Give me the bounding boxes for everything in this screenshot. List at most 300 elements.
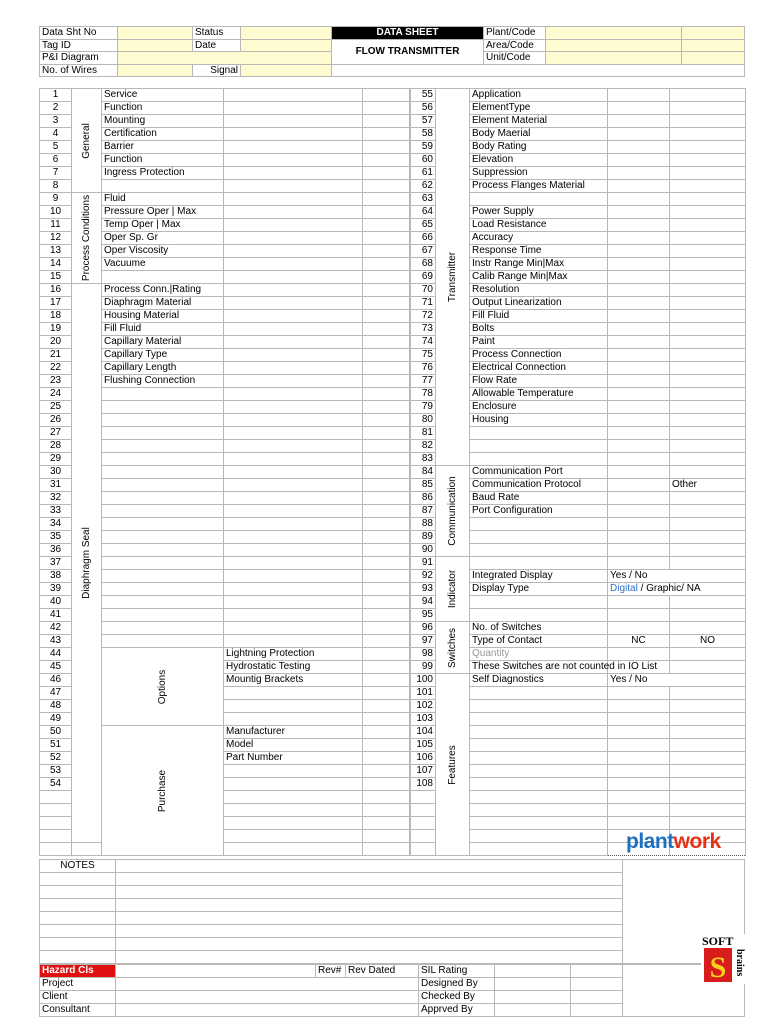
- right-row-number: 96: [411, 622, 436, 635]
- right-row-value[interactable]: [608, 310, 670, 323]
- right-group-label: [436, 466, 470, 557]
- left-row-value[interactable]: [363, 687, 410, 700]
- right-row-value[interactable]: [608, 648, 670, 661]
- left-row-value[interactable]: [363, 752, 410, 765]
- right-row-value[interactable]: [608, 180, 670, 193]
- left-row-unit[interactable]: [363, 401, 410, 414]
- right-row-value-2[interactable]: [670, 271, 746, 284]
- right-row-value-2[interactable]: [670, 349, 746, 362]
- right-row-value-2[interactable]: [670, 102, 746, 115]
- left-row-label: [224, 778, 363, 791]
- left-row-value[interactable]: [363, 713, 410, 726]
- left-row-value[interactable]: [363, 791, 410, 804]
- right-row-value[interactable]: [608, 323, 670, 336]
- right-row-value[interactable]: [608, 206, 670, 219]
- left-row-unit[interactable]: [363, 505, 410, 518]
- right-row-value-2[interactable]: [670, 765, 746, 778]
- plantwork-logo: [626, 830, 721, 854]
- right-row-value-2[interactable]: [670, 700, 746, 713]
- left-row-label: Capillary Type: [102, 349, 224, 362]
- left-row-unit[interactable]: [363, 609, 410, 622]
- display-type-value[interactable]: [608, 583, 746, 596]
- right-row-value[interactable]: [608, 271, 670, 284]
- right-row-value-2[interactable]: [670, 141, 746, 154]
- left-row-value[interactable]: [224, 622, 363, 635]
- left-row-unit[interactable]: [363, 544, 410, 557]
- left-row-label: Temp Oper | Max: [102, 219, 224, 232]
- right-row-value-2[interactable]: [670, 115, 746, 128]
- left-row-value[interactable]: [363, 726, 410, 739]
- right-row-value[interactable]: [608, 765, 670, 778]
- left-row-value[interactable]: [224, 583, 363, 596]
- sil-rating-field[interactable]: [495, 965, 571, 978]
- right-row-value-2[interactable]: [670, 336, 746, 349]
- right-row-value[interactable]: [608, 89, 670, 102]
- left-row-value[interactable]: [363, 804, 410, 817]
- area-code-field-2[interactable]: [682, 39, 745, 52]
- right-row-value[interactable]: [608, 596, 670, 609]
- right-row-label: These Switches are not counted in IO List: [470, 661, 608, 674]
- right-row-value-2[interactable]: [670, 427, 746, 440]
- client-label: Client: [40, 991, 116, 1004]
- right-row-value[interactable]: [608, 258, 670, 271]
- left-row-unit[interactable]: [363, 375, 410, 388]
- right-row-label: [470, 804, 608, 817]
- left-row-value[interactable]: [224, 310, 363, 323]
- right-row-value[interactable]: [608, 193, 670, 206]
- left-row-value[interactable]: [363, 700, 410, 713]
- plant-code-field-2[interactable]: [682, 27, 745, 40]
- right-row-value[interactable]: [608, 453, 670, 466]
- right-row-value-2[interactable]: [670, 518, 746, 531]
- notes-index: [40, 925, 116, 938]
- unit-code-field-2[interactable]: [682, 52, 745, 65]
- right-row-value[interactable]: Yes / No: [608, 674, 746, 687]
- right-row-value-2[interactable]: [670, 557, 746, 570]
- right-row-value[interactable]: [608, 297, 670, 310]
- left-row-number: 22: [40, 362, 72, 375]
- notes-field[interactable]: [116, 886, 623, 899]
- unit-code-label: Unit/Code: [484, 52, 546, 65]
- right-row-value-2[interactable]: [670, 726, 746, 739]
- left-row-value[interactable]: [224, 843, 363, 856]
- left-row-number: 36: [40, 544, 72, 557]
- left-row-unit[interactable]: [363, 466, 410, 479]
- right-row-value[interactable]: [608, 713, 670, 726]
- left-row-unit[interactable]: [363, 245, 410, 258]
- left-row-unit[interactable]: [363, 154, 410, 167]
- right-row-value[interactable]: [608, 219, 670, 232]
- left-row-value[interactable]: [224, 219, 363, 232]
- display-type-digital: Digital: [610, 583, 638, 594]
- data-sht-no-field[interactable]: [118, 27, 193, 40]
- left-row-unit[interactable]: [363, 232, 410, 245]
- left-row-value[interactable]: [224, 635, 363, 648]
- right-row-value-2[interactable]: [670, 609, 746, 622]
- notes-field[interactable]: [116, 951, 623, 964]
- left-row-value[interactable]: [363, 674, 410, 687]
- left-row-value[interactable]: [224, 401, 363, 414]
- right-row-value-2[interactable]: [670, 401, 746, 414]
- left-row-unit[interactable]: [363, 128, 410, 141]
- left-row-value[interactable]: [363, 661, 410, 674]
- left-row-unit[interactable]: [363, 206, 410, 219]
- left-row-value[interactable]: [224, 414, 363, 427]
- right-row-value[interactable]: [608, 791, 670, 804]
- left-row-unit[interactable]: [363, 518, 410, 531]
- left-row-unit[interactable]: [363, 622, 410, 635]
- left-row-value[interactable]: [363, 817, 410, 830]
- right-row-value[interactable]: [608, 700, 670, 713]
- left-row-label: Flushing Connection: [102, 375, 224, 388]
- right-row-value-2[interactable]: [670, 622, 746, 635]
- left-row-unit[interactable]: [363, 440, 410, 453]
- left-row-value[interactable]: [224, 141, 363, 154]
- left-row-value[interactable]: [224, 440, 363, 453]
- notes-field[interactable]: [116, 899, 623, 912]
- left-row-value[interactable]: [224, 609, 363, 622]
- designed-by-field[interactable]: [495, 978, 571, 991]
- left-row-value[interactable]: [224, 336, 363, 349]
- right-row-value-2[interactable]: [670, 492, 746, 505]
- left-row-unit[interactable]: [363, 427, 410, 440]
- right-row-value[interactable]: Yes / No: [608, 570, 746, 583]
- left-row-unit[interactable]: [363, 115, 410, 128]
- left-row-value[interactable]: [363, 648, 410, 661]
- right-row-value-2[interactable]: [670, 154, 746, 167]
- right-row-value-2[interactable]: [670, 206, 746, 219]
- data-sht-no-label: Data Sht No: [40, 27, 118, 40]
- left-row-unit[interactable]: [363, 258, 410, 271]
- right-row-value[interactable]: [608, 375, 670, 388]
- left-row-unit[interactable]: [363, 323, 410, 336]
- right-row-number: 81: [411, 427, 436, 440]
- right-row-value[interactable]: [608, 479, 670, 492]
- hazard-class-field[interactable]: [116, 965, 316, 978]
- client-field[interactable]: [116, 991, 419, 1004]
- left-row-label: [102, 440, 224, 453]
- right-row-value-2[interactable]: [670, 258, 746, 271]
- right-row-value-2[interactable]: [670, 362, 746, 375]
- right-row-value[interactable]: [608, 401, 670, 414]
- right-group-label: [436, 622, 470, 674]
- left-row-unit[interactable]: [363, 271, 410, 284]
- right-row-value-2[interactable]: [670, 505, 746, 518]
- right-row-value[interactable]: [608, 115, 670, 128]
- left-row-number: 6: [40, 154, 72, 167]
- left-row-unit[interactable]: [363, 453, 410, 466]
- pid-diagram-field[interactable]: [118, 52, 332, 65]
- left-row-value[interactable]: [363, 765, 410, 778]
- tag-id-field[interactable]: [118, 39, 193, 52]
- left-row-unit[interactable]: [363, 843, 410, 856]
- notes-field[interactable]: [116, 925, 623, 938]
- left-row-number: 54: [40, 778, 72, 791]
- contact-nc[interactable]: NC: [608, 635, 670, 648]
- right-row-value-2[interactable]: [670, 687, 746, 700]
- right-row-value[interactable]: [608, 492, 670, 505]
- left-row-value[interactable]: [224, 128, 363, 141]
- left-row-unit[interactable]: [363, 531, 410, 544]
- right-row-label: [470, 596, 608, 609]
- right-row-value[interactable]: [608, 167, 670, 180]
- left-row-unit[interactable]: [363, 479, 410, 492]
- left-row-unit[interactable]: [363, 557, 410, 570]
- header-table: [39, 26, 745, 77]
- left-row-value[interactable]: [224, 245, 363, 258]
- left-row-value[interactable]: [363, 739, 410, 752]
- right-row-value-2[interactable]: [670, 531, 746, 544]
- right-row-value[interactable]: [608, 752, 670, 765]
- left-row-value[interactable]: [363, 830, 410, 843]
- right-row-value[interactable]: [608, 518, 670, 531]
- right-row-value[interactable]: [608, 544, 670, 557]
- left-row-value[interactable]: [224, 518, 363, 531]
- left-row-value[interactable]: [224, 167, 363, 180]
- right-row-value[interactable]: [608, 284, 670, 297]
- right-row-value-2[interactable]: [670, 544, 746, 557]
- right-row-value-2[interactable]: [670, 791, 746, 804]
- left-row-unit[interactable]: [363, 180, 410, 193]
- left-row-number: 50: [40, 726, 72, 739]
- left-row-label: Hydrostatic Testing: [224, 661, 363, 674]
- right-row-value-2[interactable]: [670, 440, 746, 453]
- left-row-number: 52: [40, 752, 72, 765]
- left-row-label: Ingress Protection: [102, 167, 224, 180]
- right-row-value-2[interactable]: [670, 297, 746, 310]
- area-code-field[interactable]: [546, 39, 682, 52]
- left-row-label: Oper Sp. Gr: [102, 232, 224, 245]
- left-row-number: 1: [40, 89, 72, 102]
- left-row-unit[interactable]: [363, 635, 410, 648]
- right-row-value-2[interactable]: [670, 245, 746, 258]
- right-row-value[interactable]: [608, 505, 670, 518]
- right-row-value[interactable]: [608, 804, 670, 817]
- right-row-label: Body Rating: [470, 141, 608, 154]
- project-label: Project: [40, 978, 116, 991]
- left-row-value[interactable]: [224, 388, 363, 401]
- right-row-value-2[interactable]: [670, 388, 746, 401]
- right-row-value[interactable]: [608, 440, 670, 453]
- left-row-value[interactable]: [224, 531, 363, 544]
- checked-by-field[interactable]: [495, 991, 571, 1004]
- left-row-value[interactable]: [224, 544, 363, 557]
- no-of-wires-field[interactable]: [118, 64, 193, 77]
- right-row-label: Load Resistance: [470, 219, 608, 232]
- right-row-number: 108: [411, 778, 436, 791]
- left-row-value[interactable]: [224, 505, 363, 518]
- right-row-value[interactable]: [608, 349, 670, 362]
- right-row-value[interactable]: [608, 726, 670, 739]
- left-row-unit[interactable]: [363, 583, 410, 596]
- left-row-unit[interactable]: [363, 219, 410, 232]
- left-row-unit[interactable]: [363, 297, 410, 310]
- right-row-value-2[interactable]: [670, 817, 746, 830]
- right-row-value-2[interactable]: [670, 752, 746, 765]
- right-row-label: Communication Port: [470, 466, 608, 479]
- signal-field[interactable]: [241, 64, 332, 77]
- left-row-unit[interactable]: [363, 349, 410, 362]
- right-row-value-2[interactable]: [670, 661, 746, 674]
- consultant-field[interactable]: [116, 1004, 419, 1017]
- left-row-value[interactable]: [224, 206, 363, 219]
- left-row-number: 53: [40, 765, 72, 778]
- left-row-unit[interactable]: [363, 89, 410, 102]
- project-field[interactable]: [116, 978, 419, 991]
- left-row-value[interactable]: [224, 479, 363, 492]
- right-row-value[interactable]: [608, 739, 670, 752]
- left-row-number: 38: [40, 570, 72, 583]
- left-row-unit[interactable]: [363, 167, 410, 180]
- right-row-value-2[interactable]: [670, 739, 746, 752]
- left-row-unit[interactable]: [363, 570, 410, 583]
- right-row-number: 89: [411, 531, 436, 544]
- plant-code-field[interactable]: [546, 27, 682, 40]
- protocol-other[interactable]: Other: [670, 479, 746, 492]
- left-row-value[interactable]: [224, 284, 363, 297]
- right-row-value[interactable]: [608, 128, 670, 141]
- right-row-value-2[interactable]: [670, 375, 746, 388]
- left-row-value[interactable]: [224, 102, 363, 115]
- right-row-value[interactable]: [608, 414, 670, 427]
- soft-logo-side: brains: [734, 949, 745, 977]
- left-row-value[interactable]: [224, 427, 363, 440]
- left-row-unit[interactable]: [363, 141, 410, 154]
- right-row-value[interactable]: [608, 141, 670, 154]
- right-row-value-2[interactable]: [670, 193, 746, 206]
- right-row-label: No. of Switches: [470, 622, 608, 635]
- left-row-unit[interactable]: [363, 388, 410, 401]
- right-row-value[interactable]: [608, 362, 670, 375]
- right-row-value-2[interactable]: [670, 453, 746, 466]
- left-row-value[interactable]: [224, 115, 363, 128]
- right-row-label: Bolts: [470, 323, 608, 336]
- left-row-unit[interactable]: [363, 102, 410, 115]
- right-row-value[interactable]: [608, 154, 670, 167]
- status-field[interactable]: [241, 27, 332, 40]
- right-row-value-2[interactable]: [670, 648, 746, 661]
- right-row-value-2[interactable]: [670, 284, 746, 297]
- right-row-value-2[interactable]: [670, 232, 746, 245]
- right-row-value-2[interactable]: [670, 310, 746, 323]
- right-row-value[interactable]: [608, 557, 670, 570]
- left-row-value[interactable]: [363, 778, 410, 791]
- left-row-value[interactable]: [224, 180, 363, 193]
- right-row-value[interactable]: [608, 245, 670, 258]
- left-row-label: [224, 804, 363, 817]
- left-row-value[interactable]: [224, 492, 363, 505]
- left-row-value[interactable]: [224, 557, 363, 570]
- right-row-number: 93: [411, 583, 436, 596]
- left-row-value[interactable]: [224, 258, 363, 271]
- right-row-number: 61: [411, 167, 436, 180]
- left-row-unit[interactable]: [363, 362, 410, 375]
- left-row-unit[interactable]: [363, 284, 410, 297]
- hazard-class-label: Hazard Cls: [40, 965, 116, 978]
- left-row-value[interactable]: [224, 232, 363, 245]
- right-row-value[interactable]: [608, 609, 670, 622]
- right-row-value[interactable]: [608, 336, 670, 349]
- left-row-value[interactable]: [224, 466, 363, 479]
- left-row-unit[interactable]: [363, 596, 410, 609]
- left-row-unit[interactable]: [363, 414, 410, 427]
- right-row-value[interactable]: [608, 427, 670, 440]
- left-row-value[interactable]: [224, 375, 363, 388]
- right-row-label: [470, 427, 608, 440]
- notes-field[interactable]: [116, 873, 623, 886]
- left-row-value[interactable]: [224, 362, 363, 375]
- right-row-value[interactable]: [608, 687, 670, 700]
- right-row-value[interactable]: [608, 102, 670, 115]
- right-row-value-2[interactable]: [670, 323, 746, 336]
- right-row-value-2[interactable]: [670, 167, 746, 180]
- left-row-value[interactable]: [224, 297, 363, 310]
- left-row-label: Function: [102, 102, 224, 115]
- notes-field[interactable]: [116, 912, 623, 925]
- left-row-value[interactable]: [224, 596, 363, 609]
- left-row-value[interactable]: [224, 570, 363, 583]
- right-row-value[interactable]: [608, 778, 670, 791]
- left-row-unit[interactable]: [363, 310, 410, 323]
- left-row-value[interactable]: [224, 349, 363, 362]
- right-row-label: [470, 609, 608, 622]
- right-row-value[interactable]: [608, 622, 670, 635]
- left-row-label: [102, 388, 224, 401]
- left-row-label: Function: [102, 154, 224, 167]
- left-row-label: Vacuume: [102, 258, 224, 271]
- right-row-value[interactable]: [608, 817, 670, 830]
- right-row-value-2[interactable]: [670, 180, 746, 193]
- contact-no[interactable]: NO: [670, 635, 746, 648]
- signal-label: Signal: [193, 64, 241, 77]
- left-row-unit[interactable]: [363, 336, 410, 349]
- right-row-value-2[interactable]: [670, 596, 746, 609]
- left-row-value[interactable]: [224, 323, 363, 336]
- right-row-value-2[interactable]: [670, 466, 746, 479]
- left-row-value[interactable]: [224, 89, 363, 102]
- right-row-value-2[interactable]: [670, 89, 746, 102]
- right-row-value-2[interactable]: [670, 414, 746, 427]
- left-row-value[interactable]: [224, 271, 363, 284]
- left-row-value[interactable]: [224, 154, 363, 167]
- notes-field[interactable]: [116, 860, 623, 873]
- right-row-value-2[interactable]: [670, 128, 746, 141]
- logo-part2: work: [673, 830, 721, 853]
- right-row-value-2[interactable]: [670, 804, 746, 817]
- right-row-value[interactable]: [608, 531, 670, 544]
- date-field[interactable]: [241, 39, 332, 52]
- right-row-value-2[interactable]: [670, 219, 746, 232]
- right-row-value[interactable]: [608, 388, 670, 401]
- approved-by-field[interactable]: [495, 1004, 571, 1017]
- notes-field[interactable]: [116, 938, 623, 951]
- left-row-unit[interactable]: [363, 193, 410, 206]
- notes-index: [40, 951, 116, 964]
- right-row-label: Self Diagnostics: [470, 674, 608, 687]
- left-row-value[interactable]: [224, 453, 363, 466]
- right-row-value[interactable]: [608, 232, 670, 245]
- left-row-label: Model: [224, 739, 363, 752]
- unit-code-field[interactable]: [546, 52, 682, 65]
- left-row-unit[interactable]: [363, 492, 410, 505]
- left-group-label: [72, 284, 102, 843]
- right-row-value-2[interactable]: [670, 713, 746, 726]
- left-row-number: 16: [40, 284, 72, 297]
- right-row-value-2[interactable]: [670, 778, 746, 791]
- right-row-value[interactable]: [608, 466, 670, 479]
- right-row-label: Calib Range Min|Max: [470, 271, 608, 284]
- left-row-value[interactable]: [224, 193, 363, 206]
